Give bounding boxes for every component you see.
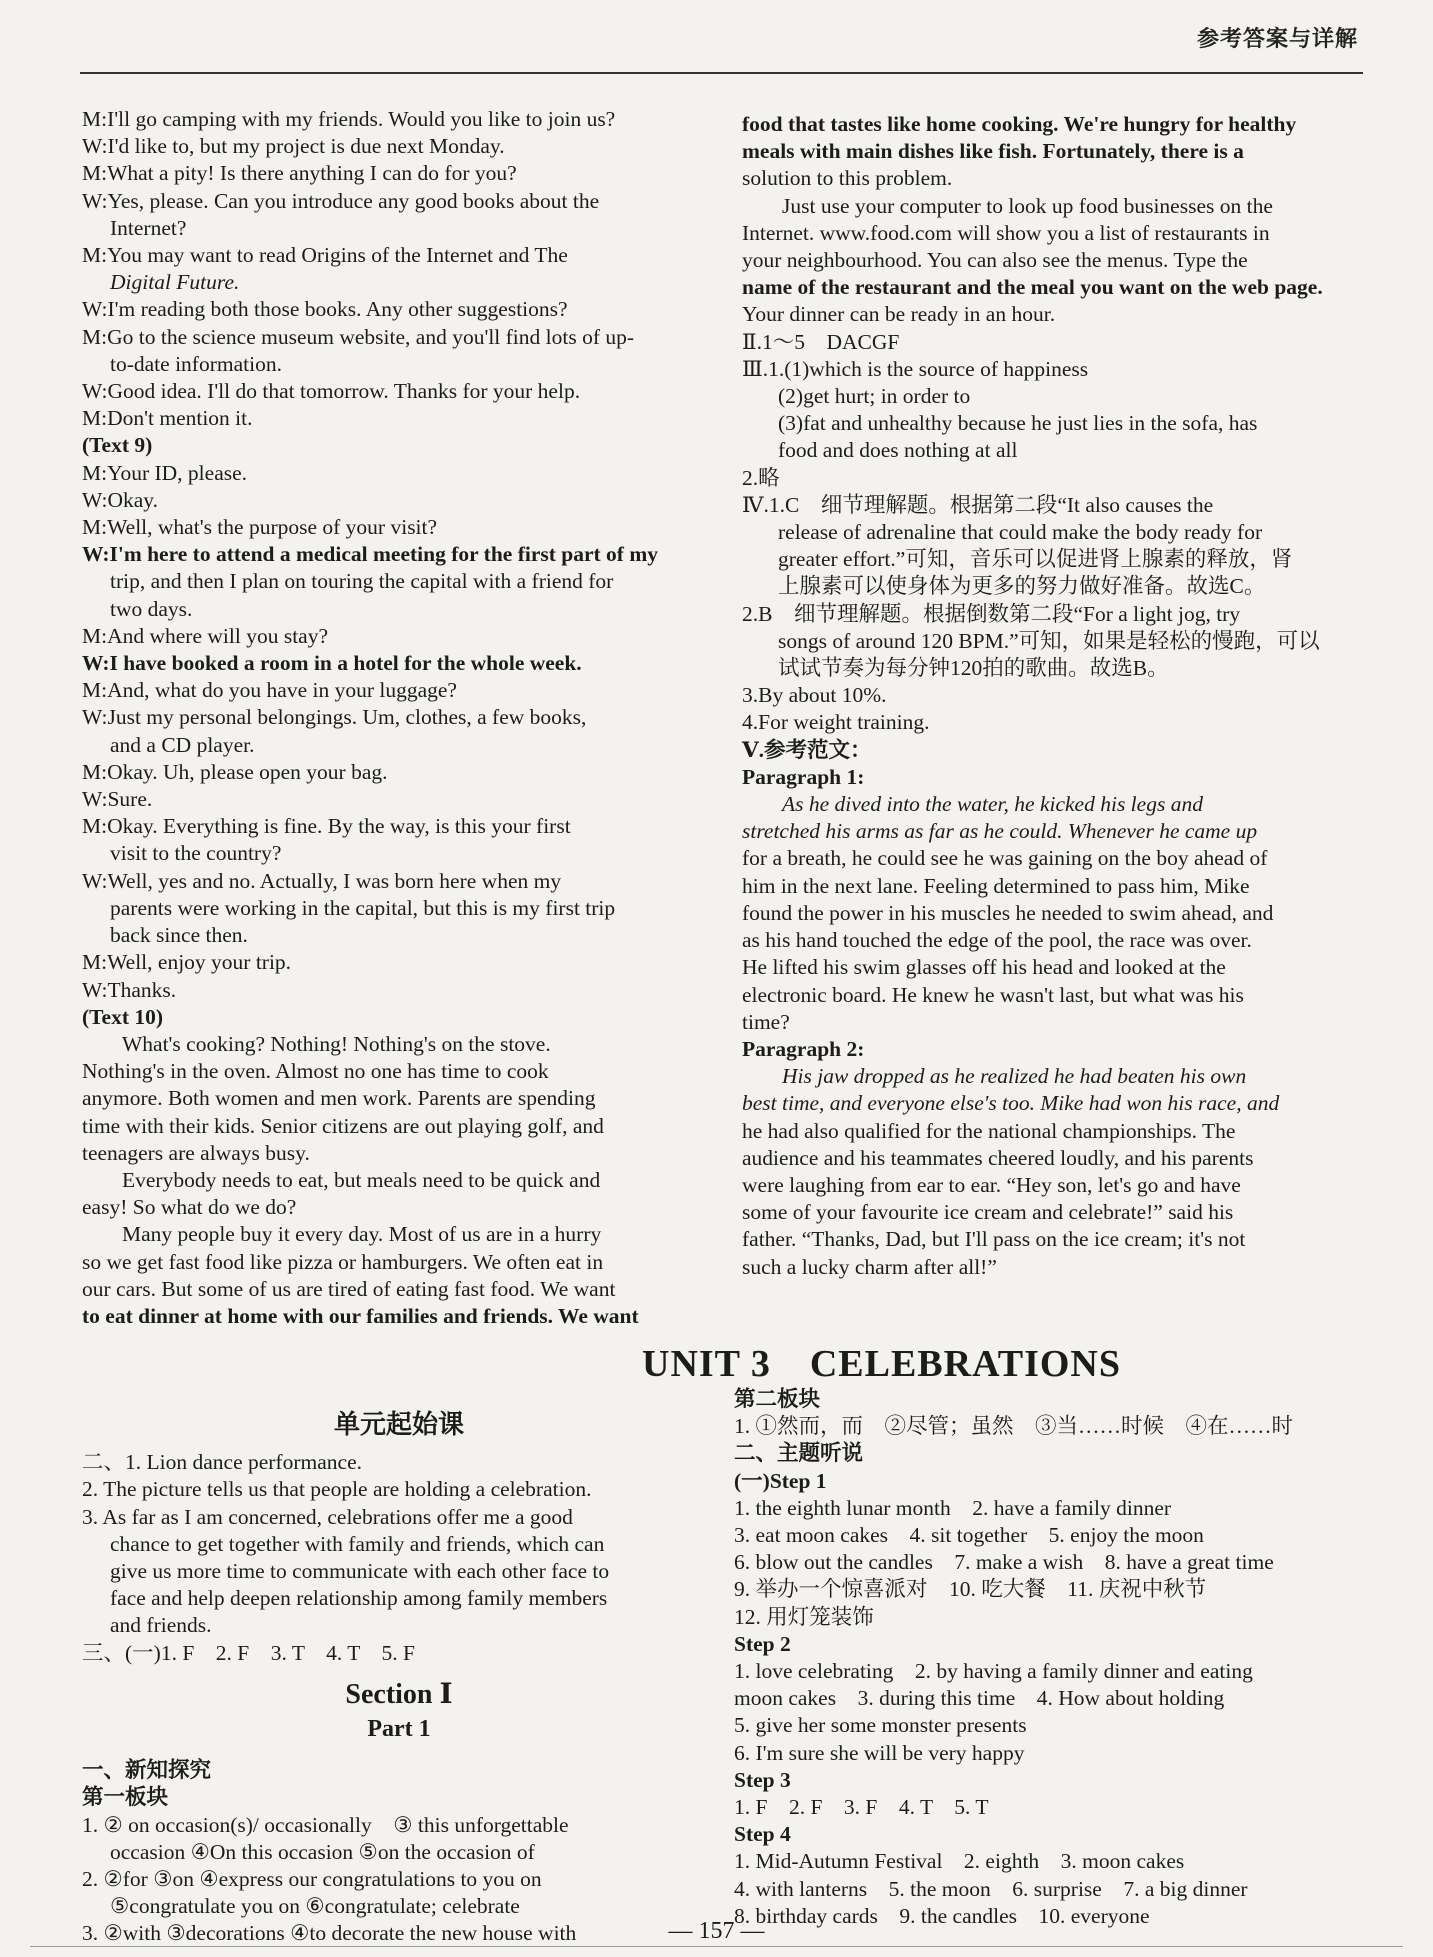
text-line: teenagers are always busy. [82, 1140, 310, 1165]
text-line: Step 4 [734, 1822, 791, 1847]
text-line: 2. ②for ③on ④express our congratulations to you on [82, 1867, 542, 1892]
header-divider [80, 72, 1363, 74]
text-line: him in the next lane. Feeling determined to pass him, Mike [742, 873, 1250, 898]
text-line: greater effort.”可知，音乐可以促进肾上腺素的释放，肾 [778, 547, 1293, 572]
text-line: face and help deepen relationship among family members [110, 1586, 608, 1611]
unit-title-text: UNIT 3 CELEBRATIONS [642, 1343, 1121, 1385]
text-line: M:Well, enjoy your trip. [82, 950, 292, 975]
text-line: 3. As far as I am concerned, celebrations offer me a good [82, 1504, 573, 1529]
text-line: Digital Future. [110, 270, 240, 295]
text-line: (Text 10) [82, 1004, 164, 1029]
text-line: He lifted his swim glasses off his head and looked at the [742, 955, 1226, 980]
header-title: 参考答案与详解 [1196, 27, 1358, 52]
text-line: M:Go to the science museum website, and you'll find lots of up- [82, 324, 635, 349]
text-line: W:Okay. [82, 487, 159, 512]
bottom-divider [30, 1946, 1403, 1947]
text-line: so we get fast food like pizza or hamburgers. We often eat in [82, 1249, 604, 1274]
text-line: father. “Thanks, Dad, but I'll pass on the ice cream; it's not [742, 1227, 1246, 1252]
text-line: (一)Step 1 [734, 1468, 827, 1493]
text-line: Ⅲ.1.(1)which is the source of happiness [742, 356, 1089, 381]
text-line: M:And, what do you have in your luggage? [82, 678, 457, 703]
text-line: As he dived into the water, he kicked his legs and [782, 792, 1203, 817]
text-line: he had also qualified for the national championships. The [742, 1118, 1236, 1143]
text-line: W:Yes, please. Can you introduce any good books about the [82, 188, 600, 213]
text-line: W:I'm here to attend a medical meeting for the first part of my [82, 542, 658, 567]
text-line: your neighbourhood. You can also see the menus. Type the [742, 248, 1248, 273]
text-line: our cars. But some of us are tired of eating fast food. We want [82, 1276, 616, 1301]
text-line: chance to get together with family and friends, which can [110, 1531, 605, 1556]
text-line: (3)fat and unhealthy because he just lies in the sofa, has [778, 411, 1258, 436]
text-line: easy! So what do we do? [82, 1195, 297, 1220]
text-line: W:I have booked a room in a hotel for the whole week. [82, 651, 582, 676]
text-line: ⑤congratulate you on ⑥congratulate; celebrate [110, 1894, 520, 1919]
text-line: parents were working in the capital, but this is my first trip [110, 895, 616, 920]
text-line: such a lucky charm after all!” [742, 1254, 997, 1279]
text-line: 1. the eighth lunar month 2. have a family dinner [734, 1495, 1172, 1520]
text-line: M:You may want to read Origins of the Internet and The [82, 243, 568, 268]
text-line: 2.B 细节理解题。根据倒数第二段“For a light jog, try [742, 601, 1241, 626]
text-line: audience and his teammates cheered loudly, and his parents [742, 1145, 1254, 1170]
text-line: 3. eat moon cakes 4. sit together 5. enjoy the moon [734, 1523, 1204, 1548]
left-column [82, 106, 716, 1330]
text-line: M:I'll go camping with my friends. Would you like to join us? [82, 107, 616, 131]
text-line: moon cakes 3. during this time 4. How about holding [734, 1686, 1225, 1711]
text-line: M:Okay. Uh, please open your bag. [82, 759, 388, 784]
text-line: M:Your ID, please. [82, 460, 248, 485]
text-line: 5. give her some monster presents [734, 1713, 1027, 1738]
text-line: W:I'd like to, but my project is due next Monday. [82, 134, 505, 159]
text-line: M:Okay. Everything is fine. By the way, is this your first [82, 814, 571, 839]
text-line: 9. 举办一个惊喜派对 10. 吃大餐 11. 庆祝中秋节 [734, 1577, 1207, 1602]
text-line: W:I'm reading both those books. Any other suggestions? [82, 297, 568, 322]
text-line: to eat dinner at home with our families and friends. We want [82, 1303, 639, 1328]
text-line: back since then. [110, 923, 248, 948]
page-number: — 157 — [668, 1918, 765, 1944]
text-line: electronic board. He knew he wasn't last, but what was his [742, 982, 1244, 1007]
bottom-right-column [734, 1386, 1369, 1930]
text-line: Paragraph 2: [742, 1036, 865, 1061]
text-line: Ⅳ.1.C 细节理解题。根据第二段“It also causes the [742, 492, 1214, 517]
text-line: occasion ④On this occasion ⑤on the occasion of [110, 1839, 535, 1864]
text-line: 2.略 [742, 465, 780, 490]
text-line: His jaw dropped as he realized he had beaten his own [782, 1064, 1247, 1089]
text-line: were laughing from ear to ear. “Hey son, let's go and have [742, 1172, 1241, 1197]
text-line: Your dinner can be ready in an hour. [742, 302, 1056, 327]
text-line: W:Just my personal belongings. Um, clothes, a few books, [82, 705, 587, 730]
text-line: time? [742, 1009, 790, 1034]
text-line: 1. ①然而，而 ②尽管；虽然 ③当……时候 ④在……时 [734, 1414, 1294, 1439]
text-line: 1. F 2. F 3. F 4. T 5. T [734, 1795, 989, 1820]
text-line: M:And where will you stay? [82, 623, 329, 648]
part-title: Part 1 [367, 1716, 431, 1743]
lesson-title: 单元起始课 [333, 1410, 464, 1440]
text-line: 二、1. Lion dance performance. [82, 1450, 362, 1475]
text-line: 3.By about 10%. [742, 683, 887, 708]
text-line: 6. blow out the candles 7. make a wish 8. have a great time [734, 1550, 1274, 1575]
text-line: stretched his arms as far as he could. Whenever he came up [742, 819, 1258, 844]
text-line: some of your favourite ice cream and celebrate!” said his [742, 1200, 1234, 1225]
text-line: 2. The picture tells us that people are holding a celebration. [82, 1477, 592, 1502]
text-line: release of adrenaline that could make the body ready for [778, 520, 1263, 545]
text-line: Step 3 [734, 1767, 791, 1792]
text-line: and friends. [110, 1613, 212, 1638]
text-line: (Text 9) [82, 433, 153, 458]
text-line: food and does nothing at all [778, 438, 1018, 463]
text-line: 3. ②with ③decorations ④to decorate the new house with [82, 1921, 577, 1946]
text-line: name of the restaurant and the meal you want on the web page. [742, 275, 1323, 300]
text-line: 1. ② on occasion(s)/ occasionally ③ this unforgettable [82, 1812, 569, 1837]
text-line: 第一板块 [82, 1785, 169, 1810]
text-line: M:What a pity! Is there anything I can do for you? [82, 161, 517, 186]
text-line: 12. 用灯笼装饰 [734, 1604, 874, 1629]
text-line: found the power in his muscles he needed to swim ahead, and [742, 900, 1274, 925]
text-line: meals with main dishes like fish. Fortunately, there is a [742, 139, 1244, 164]
text-line: 8. birthday cards 9. the candles 10. everyone [734, 1903, 1150, 1928]
text-line: Everybody needs to eat, but meals need to be quick and [122, 1167, 601, 1192]
text-line: food that tastes like home cooking. We're hungry for healthy [742, 112, 1297, 136]
text-line: Nothing's in the oven. Almost no one has time to cook [82, 1059, 549, 1084]
text-line: Many people buy it every day. Most of us are in a hurry [122, 1222, 602, 1247]
text-line: Ⅱ.1～5 DACGF [742, 329, 900, 354]
text-line: Internet? [110, 215, 187, 240]
text-line: anymore. Both women and men work. Parents are spending [82, 1086, 596, 1111]
text-line: Ⅴ.参考范文： [742, 737, 872, 762]
text-line: to-date information. [110, 351, 282, 376]
text-line: Step 2 [734, 1631, 791, 1656]
text-line: 二、主题听说 [734, 1441, 864, 1466]
text-line: W:Well, yes and no. Actually, I was born here when my [82, 868, 562, 893]
text-line: two days. [110, 596, 193, 621]
text-line: 一、新知探究 [82, 1758, 212, 1783]
text-line: for a breath, he could see he was gaining on the boy ahead of [742, 846, 1268, 871]
text-line: 6. I'm sure she will be very happy [734, 1740, 1025, 1765]
text-line: 上腺素可以使身体为更多的努力做好准备。故选C。 [778, 574, 1266, 599]
text-line: W:Good idea. I'll do that tomorrow. Thanks for your help. [82, 379, 581, 404]
bottom-left-answers-a [82, 1449, 716, 1667]
text-line: trip, and then I plan on touring the capital with a friend for [110, 569, 614, 594]
text-line: 试试节奏为每分钟120拍的歌曲。故选B。 [778, 656, 1169, 681]
text-line: songs of around 120 BPM.”可知，如果是轻松的慢跑，可以 [778, 628, 1320, 653]
text-line: W:Thanks. [82, 977, 177, 1002]
section-title: Section Ⅰ [345, 1678, 453, 1710]
text-line: 4.For weight training. [742, 710, 930, 735]
text-line: and a CD player. [110, 732, 255, 757]
text-line: 第二板块 [734, 1387, 821, 1411]
text-line: 1. Mid-Autumn Festival 2. eighth 3. moon cakes [734, 1849, 1185, 1874]
text-line: 4. with lanterns 5. the moon 6. surprise 7. a big dinner [734, 1876, 1248, 1901]
unit-title [0, 1332, 1433, 1387]
text-line: 三、(一)1. F 2. F 3. T 4. T 5. F [82, 1640, 415, 1665]
text-line: best time, and everyone else's too. Mike had won his race, and [742, 1091, 1280, 1116]
text-line: (2)get hurt; in order to [778, 384, 971, 409]
text-line: give us more time to communicate with each other face to [110, 1559, 610, 1584]
text-line: What's cooking? Nothing! Nothing's on the stove. [122, 1031, 551, 1056]
text-line: Just use your computer to look up food businesses on the [782, 193, 1273, 218]
text-line: M:Don't mention it. [82, 406, 253, 431]
text-line: visit to the country? [110, 841, 282, 866]
text-line: Paragraph 1: [742, 764, 865, 789]
text-line: 1. love celebrating 2. by having a family dinner and eating [734, 1659, 1253, 1684]
text-line: M:Well, what's the purpose of your visit? [82, 515, 438, 540]
text-line: W:Sure. [82, 787, 153, 812]
text-line: as his hand touched the edge of the pool, the race was over. [742, 928, 1252, 953]
right-column [742, 111, 1362, 1281]
text-line: Internet. www.food.com will show you a list of restaurants in [742, 220, 1270, 245]
bottom-left-column [82, 1412, 716, 1948]
text-line: solution to this problem. [742, 166, 953, 191]
text-line: time with their kids. Senior citizens are out playing golf, and [82, 1113, 604, 1138]
